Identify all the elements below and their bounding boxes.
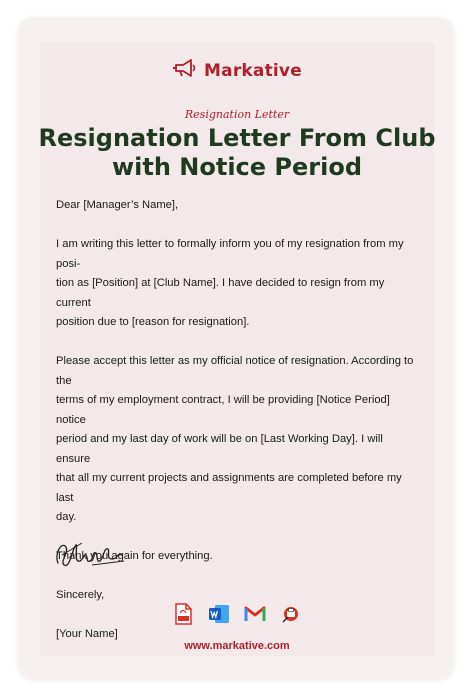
print-icon[interactable] [279, 602, 303, 626]
paragraph-2-line: period and my last day of work will be on [Last Working Day]. I will ensure [56, 433, 383, 465]
thanks-line: Thank you again for everything. [56, 550, 213, 562]
download-icons [0, 602, 474, 626]
paragraph-2-line: that all my current projects and assignments are completed before my last [56, 472, 402, 504]
paragraph-2-line: day. [56, 511, 77, 523]
greeting: Dear [Manager’s Name], [56, 199, 179, 211]
gmail-icon[interactable] [243, 602, 267, 626]
paragraph-2-line: Please accept this letter as my official notice of resignation. According to the [56, 355, 414, 387]
brand-name: Markative [204, 60, 302, 81]
title-line-1: Resignation Letter From Club [38, 124, 436, 152]
sender-name: [Your Name] [56, 628, 118, 640]
website-link[interactable]: www.markative.com [184, 640, 290, 652]
word-icon[interactable] [207, 602, 231, 626]
letter-subtitle: Resignation Letter [184, 108, 290, 121]
paragraph-1-line: tion as [Position] at [Club Name]. I have decided to resign from my current [56, 277, 385, 309]
page-title [0, 124, 474, 182]
pdf-icon[interactable] [171, 602, 195, 626]
paragraph-1-line: I am writing this letter to formally inform you of my resignation from my posi- [56, 238, 404, 270]
paragraph-2-line: terms of my employment contract, I will be providing [Notice Period] notice [56, 394, 390, 426]
handwritten-signature [52, 535, 132, 578]
brand-logo [0, 58, 474, 83]
closing: Sincerely, [56, 589, 105, 601]
megaphone-icon [172, 58, 198, 83]
paragraph-1-line: position due to [reason for resignation]. [56, 316, 250, 328]
title-line-2: with Notice Period [111, 153, 363, 181]
